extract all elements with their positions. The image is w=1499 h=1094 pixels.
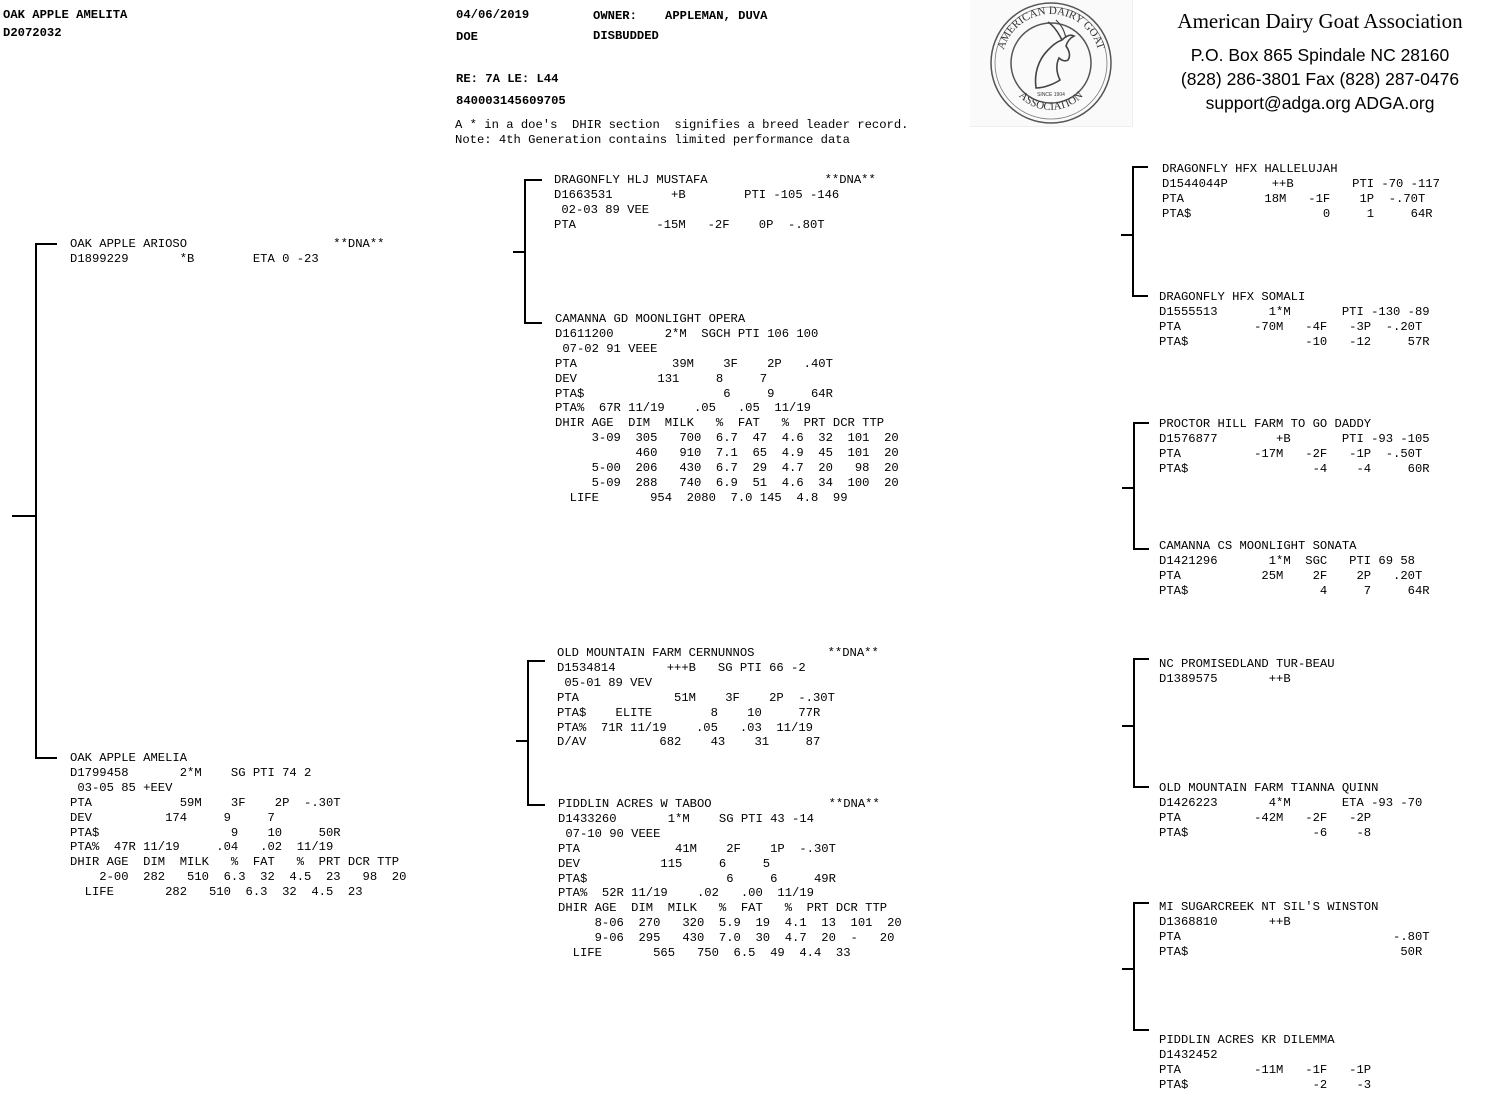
stat-line: PTA -15M -2F 0P -.80T [554,217,825,232]
stat-line: 3-09 305 700 6.7 47 4.6 32 101 20 [555,431,899,446]
connector-g3b-bottom [1133,548,1149,550]
connector-dam-bottom [527,804,545,806]
association-address: P.O. Box 865 Spindale NC 28160 [1190,45,1450,65]
registration-line: D1663531 +B PTI -105 -146 [554,187,840,202]
note-breed-leader: A * in a doe's DHIR section signifies a breed leader record. [455,118,909,132]
registration-line: D1433260 1*M SG PTI 43 -14 [558,811,814,826]
stat-line: DEV 174 9 7 [70,810,275,825]
microchip: 840003145609705 [456,94,566,108]
horn-status: DISBUDDED [593,29,659,43]
stat-line: PTA% 52R 11/19 .02 .00 11/19 [558,886,814,901]
connector-dam-top [527,660,545,662]
animal-name-line: DRAGONFLY HFX SOMALI [1159,290,1306,304]
stat-line: PTA$ 50R [1159,944,1423,959]
registration-line: D1432452 [1159,1047,1218,1062]
g3-block-4 [1159,539,1430,599]
animal-name-line: DRAGONFLY HFX HALLELUJAH [1162,162,1338,176]
animal-name-line: OAK APPLE ARIOSO **DNA** [70,237,385,251]
stat-line: 9-06 295 430 7.0 30 4.7 20 - 20 [558,931,895,946]
stat-line: DHIR AGE DIM MILK % FAT % PRT DCR TTP [70,855,400,870]
tattoo: RE: 7A LE: L44 [456,72,559,86]
stat-line: PTA$ -2 -3 [1159,1077,1372,1092]
registration-line: D1611200 2*M SGCH PTI 106 100 [555,326,819,341]
stat-line: PTA 25M 2F 2P .20T [1159,568,1423,583]
stat-line: PTA$ -4 -4 60R [1159,461,1430,476]
association-name: American Dairy Goat Association [1177,9,1463,33]
stat-line: PTA$ 4 7 64R [1159,583,1430,598]
stat-line: PTA -17M -2F -1P -.50T [1159,446,1423,461]
dam-dam-block [558,797,902,961]
stat-line: PTA% 67R 11/19 .05 .05 11/19 [555,401,811,416]
association-web: support@adga.org ADGA.org [1205,93,1435,113]
stat-line: PTA 59M 3F 2P -.30T [70,795,341,810]
stat-line: 02-03 89 VEE [554,202,650,217]
stat-line: 05-01 89 VEV [557,675,653,690]
g3-block-7 [1159,900,1430,960]
note-4th-generation: Note: 4th Generation contains limited performance data [455,133,850,147]
stat-line: DHIR AGE DIM MILK % FAT % PRT DCR TTP [555,416,885,431]
g3-block-3 [1159,417,1430,477]
registration-line: D1426223 4*M ETA -93 -70 [1159,795,1423,810]
sex: DOE [456,30,478,44]
registration-line: D1421296 1*M SGC PTI 69 58 [1159,553,1415,568]
stat-line: 5-09 288 740 6.9 51 4.6 34 100 20 [555,475,899,490]
stat-line: 460 910 7.1 65 4.9 45 101 20 [555,446,899,461]
connector-g3c-vertical [1133,658,1135,788]
sire-sire-block [554,173,876,233]
stat-line: PTA -70M -4F -3P -.20T [1159,319,1423,334]
stat-line: PTA$ -10 -12 57R [1159,334,1430,349]
animal-name-line: DRAGONFLY HLJ MUSTAFA **DNA** [554,173,876,187]
connector-g3c-top [1133,658,1149,660]
logo-since: SINCE 1904 [1037,92,1065,98]
connector-g3d-vertical [1133,902,1135,1031]
registration-line: D1576877 +B PTI -93 -105 [1159,431,1430,446]
connector-root-stub [12,515,35,517]
stat-line: PTA 51M 3F 2P -.30T [557,690,835,705]
animal-name-line: OLD MOUNTAIN FARM TIANNA QUINN [1159,781,1379,795]
stat-line: PTA$ 9 10 50R [70,825,341,840]
stat-line: LIFE 282 510 6.3 32 4.5 23 [70,885,363,900]
stat-line: PTA 41M 2F 1P -.30T [558,841,836,856]
stat-line: PTA$ ELITE 8 10 77R [557,705,821,720]
animal-id: D2072032 [3,26,62,40]
animal-name-line: CAMANNA GD MOONLIGHT OPERA [555,312,746,326]
stat-line: DHIR AGE DIM MILK % FAT % PRT DCR TTP [558,901,888,916]
logo-bottom-text: ASSOCIATION [1016,89,1086,114]
animal-name-line: OAK APPLE AMELIA [70,751,188,765]
stat-line: PTA% 47R 11/19 .04 .02 11/19 [70,840,334,855]
report-date: 04/06/2019 [456,8,530,22]
stat-line: PTA$ -6 -8 [1159,825,1372,840]
dam-sire-block [557,646,879,750]
g3-block-5 [1159,657,1335,687]
connector-g3a-vertical [1132,166,1134,297]
g3-block-2 [1159,290,1430,350]
connector-sire-bottom [524,322,542,324]
stat-line: PTA$ 0 1 64R [1162,206,1433,221]
connector-g3b-vertical [1133,422,1135,550]
animal-name: OAK APPLE AMELITA [3,8,128,22]
stat-line: PTA$ 6 6 49R [558,871,836,886]
connector-root-top [35,243,57,245]
stat-line: 8-06 270 320 5.9 19 4.1 13 101 20 [558,916,902,931]
animal-name-line: PIDDLIN ACRES W TABOO **DNA** [558,797,880,811]
connector-g3b-top [1133,422,1149,424]
stat-line: PTA -.80T [1159,929,1430,944]
animal-name-line: MI SUGARCREEK NT SIL'S WINSTON [1159,900,1379,914]
connector-root-bottom [35,757,57,759]
sire-block [70,237,385,267]
animal-name-line: NC PROMISEDLAND TUR-BEAU [1159,657,1335,671]
animal-name-line: CAMANNA CS MOONLIGHT SONATA [1159,539,1357,553]
stat-line: PTA 39M 3F 2P .40T [555,356,833,371]
stat-line: LIFE 954 2080 7.0 145 4.8 99 [555,490,848,505]
animal-name-line: PIDDLIN ACRES KR DILEMMA [1159,1033,1335,1047]
connector-root-vertical [35,243,37,759]
stat-line: PTA 18M -1F 1P -.70T [1162,191,1426,206]
adga-seal-icon [970,0,1132,126]
connector-g3d-bottom [1133,1029,1149,1031]
registration-line: D1368810 ++B [1159,914,1291,929]
stat-line: 5-00 206 430 6.7 29 4.7 20 98 20 [555,461,899,476]
animal-name-line: PROCTOR HILL FARM TO GO DADDY [1159,417,1372,431]
adga-logo [970,0,1133,127]
connector-g3d-top [1133,902,1149,904]
stat-line: LIFE 565 750 6.5 49 4.4 33 [558,946,851,961]
stat-line: D/AV 682 43 31 87 [557,735,821,750]
owner-name: APPLEMAN, DUVA [665,9,768,23]
registration-line: D1555513 1*M PTI -130 -89 [1159,304,1430,319]
connector-g3a-bottom [1132,295,1148,297]
sire-dam-block [555,312,899,506]
animal-name-line: OLD MOUNTAIN FARM CERNUNNOS **DNA** [557,646,879,660]
g3-block-1 [1162,162,1440,222]
connector-sire-top [524,179,542,181]
registration-line: D1534814 +++B SG PTI 66 -2 [557,660,806,675]
stat-line: PTA% 71R 11/19 .05 .03 11/19 [557,720,813,735]
stat-line: 2-00 282 510 6.3 32 4.5 23 98 20 [70,870,407,885]
connector-g3c-bottom [1133,786,1149,788]
stat-line: 03-05 85 +EEV [70,780,173,795]
dam-block [70,751,406,900]
connector-dam-vertical [527,660,529,806]
stat-line: DEV 115 6 5 [558,856,771,871]
stat-line: PTA -42M -2F -2P [1159,810,1372,825]
stat-line: PTA$ 6 9 64R [555,386,833,401]
registration-line: D1544044P ++B PTI -70 -117 [1162,176,1440,191]
stat-line: 07-10 90 VEEE [558,826,661,841]
association-phone: (828) 286-3801 Fax (828) 287-0476 [1180,69,1460,89]
registration-line: D1899229 *B ETA 0 -23 [70,251,319,266]
stat-line: 07-02 91 VEEE [555,341,658,356]
registration-line: D1799458 2*M SG PTI 74 2 [70,765,312,780]
logo-top-text: AMERICAN DAIRY GOAT [995,4,1107,52]
stat-line: PTA -11M -1F -1P [1159,1062,1372,1077]
registration-line: D1389575 ++B [1159,671,1291,686]
g3-block-6 [1159,781,1422,841]
g3-block-8 [1159,1033,1371,1093]
connector-g3a-top [1132,166,1148,168]
stat-line: DEV 131 8 7 [555,371,768,386]
connector-sire-vertical [524,179,526,324]
owner-label: OWNER: [593,9,637,23]
